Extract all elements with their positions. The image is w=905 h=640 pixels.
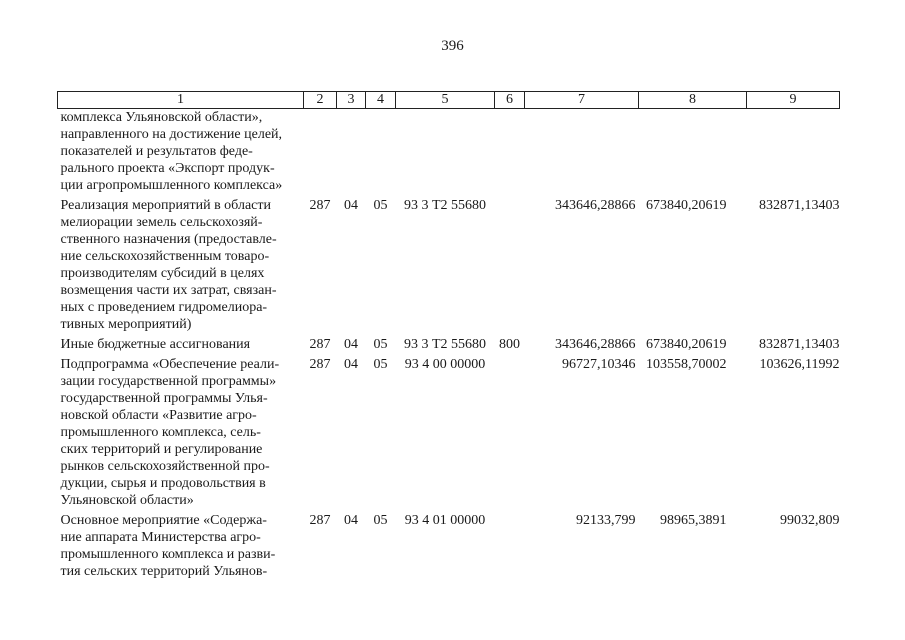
column-header-4: 4 xyxy=(366,92,396,109)
amount-year2-cell: 98965,3891 xyxy=(660,513,727,528)
amount-year1-cell: 343646,28866 xyxy=(555,198,636,213)
subsection-cell: 05 xyxy=(373,198,388,213)
page-number: 396 xyxy=(441,38,464,54)
item-name-line: производителям субсидий в целях xyxy=(60,266,265,281)
amount-year1-cell: 92133,799 xyxy=(576,513,636,528)
item-name-line: государственной программы Улья- xyxy=(60,391,268,406)
item-name-cell xyxy=(58,194,304,333)
item-name-line: зации государственной программы» xyxy=(60,374,277,389)
amount-year2-cell: 673840,20619 xyxy=(646,198,727,213)
admin-code-cell: 287 xyxy=(309,198,331,213)
table-row xyxy=(58,353,840,509)
subsection-cell: 05 xyxy=(373,357,388,372)
table-header xyxy=(58,92,840,109)
item-name-line: ции агропромышленного комплекса» xyxy=(60,178,283,193)
amount-year3-cell: 103626,11992 xyxy=(759,357,840,372)
target-article-cell: 93 3 Т2 55680 xyxy=(403,337,487,352)
admin-code-cell: 287 xyxy=(309,357,331,372)
subsection-cell: 05 xyxy=(373,513,388,528)
item-name-cell xyxy=(58,509,304,580)
target-article-cell: 93 3 Т2 55680 xyxy=(403,198,487,213)
target-article-cell: 93 4 00 00000 xyxy=(404,357,486,372)
table-row xyxy=(58,194,840,333)
column-header-7: 7 xyxy=(525,92,639,109)
table-body xyxy=(58,109,840,581)
item-name-line: ние аппарата Министерства агро- xyxy=(60,530,261,545)
table-row xyxy=(58,509,840,580)
table-row xyxy=(58,109,840,195)
item-name-cell xyxy=(58,353,304,509)
amount-year2-cell xyxy=(639,109,747,195)
amount-year3-cell: 832871,13403 xyxy=(759,198,840,213)
item-name-line: показателей и результатов феде- xyxy=(60,144,253,159)
item-name-line: ных с проведением гидромелиора- xyxy=(60,300,268,315)
item-name-line: рального проекта «Экспорт продук- xyxy=(60,161,275,176)
item-name-line: дукции, сырья и продовольствия в xyxy=(60,476,266,491)
item-name-line: Подпрограмма «Обеспечение реали- xyxy=(60,357,280,372)
column-header-9: 9 xyxy=(747,92,840,109)
item-name-cell xyxy=(58,333,304,353)
header-row xyxy=(58,92,840,109)
amount-year3-cell xyxy=(747,109,840,195)
section-cell: 04 xyxy=(344,357,358,372)
section-cell: 04 xyxy=(344,337,358,352)
item-name-line: промышленного комплекса, сель- xyxy=(60,425,261,440)
item-name-line: тия сельских территорий Ульянов- xyxy=(60,564,268,579)
admin-code-cell: 287 xyxy=(309,337,331,352)
amount-year2-cell: 673840,20619 xyxy=(646,337,727,352)
item-name-line: рынков сельскохозяйственной про- xyxy=(60,459,270,474)
item-name-line: ских территорий и регулирование xyxy=(60,442,263,457)
subsection-cell xyxy=(366,109,396,195)
subsection-cell: 05 xyxy=(373,337,388,352)
item-name-line: Ульяновской области» xyxy=(60,493,194,508)
budget-table xyxy=(57,91,840,580)
table-row xyxy=(58,333,840,353)
amount-year1-cell: 343646,28866 xyxy=(555,337,636,352)
item-name-line: Основное мероприятие «Содержа- xyxy=(60,513,267,528)
item-name-line: тивных мероприятий) xyxy=(60,317,192,332)
expense-type-cell xyxy=(495,194,525,333)
expense-type-cell xyxy=(495,353,525,509)
item-name-line: комплекса Ульяновской области», xyxy=(60,110,263,125)
item-name-line: Иные бюджетные ассигнования xyxy=(60,337,251,352)
item-name-line: новской области «Развитие агро- xyxy=(60,408,257,423)
amount-year3-cell: 832871,13403 xyxy=(759,337,840,352)
section-cell xyxy=(337,109,366,195)
item-name-line: направленного на достижение целей, xyxy=(60,127,283,142)
item-name-line: возмещения части их затрат, связан- xyxy=(60,283,277,298)
target-article-cell: 93 4 01 00000 xyxy=(404,513,486,528)
item-name-line: ние сельскохозяйственным товаро- xyxy=(60,249,270,264)
item-name-line: мелиорации земель сельскохозяй- xyxy=(60,215,263,230)
admin-code-cell: 287 xyxy=(309,513,331,528)
item-name-line: ственного назначения (предоставле- xyxy=(60,232,277,247)
admin-code-cell xyxy=(304,109,337,195)
item-name-cell xyxy=(58,109,304,195)
column-header-3: 3 xyxy=(337,92,366,109)
amount-year1-cell xyxy=(525,109,639,195)
column-header-5: 5 xyxy=(396,92,495,109)
expense-type-cell xyxy=(495,109,525,195)
section-cell: 04 xyxy=(344,513,358,528)
item-name-line: Реализация мероприятий в области xyxy=(60,198,271,213)
section-cell: 04 xyxy=(344,198,358,213)
amount-year2-cell: 103558,70002 xyxy=(646,357,727,372)
expense-type-cell xyxy=(495,509,525,580)
item-name-line: промышленного комплекса и разви- xyxy=(60,547,276,562)
column-header-6: 6 xyxy=(495,92,525,109)
column-header-2: 2 xyxy=(304,92,337,109)
column-header-8: 8 xyxy=(639,92,747,109)
amount-year3-cell: 99032,809 xyxy=(780,513,840,528)
target-article-cell xyxy=(396,109,495,195)
column-header-1: 1 xyxy=(58,92,304,109)
expense-type-cell: 800 xyxy=(499,337,520,352)
amount-year1-cell: 96727,10346 xyxy=(562,357,636,372)
